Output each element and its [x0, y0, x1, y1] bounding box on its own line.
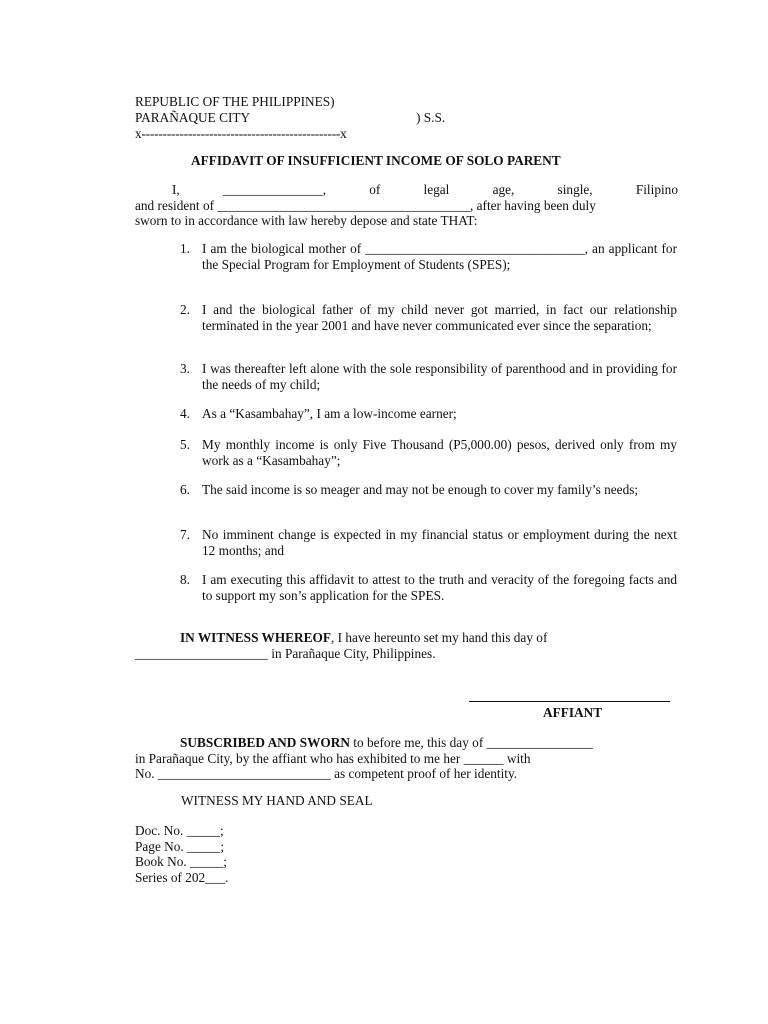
jurat-rest: to before me, this day of ________________: [349, 735, 593, 750]
intro-text: sworn to in accordance with law hereby depose and state THAT:: [135, 213, 478, 228]
notarial-register: [135, 823, 228, 885]
witness-line-1: [135, 630, 678, 646]
intro-paragraph: [135, 182, 678, 229]
jurat-bold: SUBSCRIBED AND SWORN: [180, 735, 350, 750]
item-number: 4.: [180, 406, 190, 421]
list-item: [180, 572, 677, 603]
item-number: 1.: [180, 241, 190, 256]
witness-paragraph: [135, 630, 678, 661]
item-text: I was thereafter left alone with the sole responsibility of parenthood and in providing for the needs of my child;: [202, 361, 677, 392]
intro-word: Filipino: [635, 182, 678, 197]
intro-line-3: [135, 213, 678, 229]
intro-line-2: [135, 198, 678, 214]
document-title: AFFIDAVIT OF INSUFFICIENT INCOME OF SOLO PARENT: [191, 153, 561, 168]
item-number: 6.: [180, 482, 190, 497]
signature-line: [469, 701, 670, 702]
series-of: Series of 202___.: [135, 869, 229, 885]
caption-city: PARAÑAQUE CITY: [135, 110, 251, 125]
list-item: [180, 527, 677, 558]
page-no: Page No. _____;: [135, 838, 225, 854]
intro-text: and resident of ______________________________________, after having been duly: [135, 197, 596, 213]
list-item: [180, 241, 677, 272]
name-blank: _______________,: [222, 182, 327, 197]
item-text: I am executing this affidavit to attest to the truth and veracity of the foregoing facts and to support my son’s application for the SPES.: [202, 572, 677, 603]
witness-line-2: [135, 646, 678, 662]
jurat-text: No. __________________________ as competent proof of her identity.: [135, 766, 518, 781]
list-item: [180, 302, 677, 333]
witness-rest: , I have hereunto set my hand this day of: [331, 630, 548, 645]
jurat-line-1: [135, 735, 678, 751]
list-item: [180, 482, 677, 498]
caption-x-line: x-----------------------------------------------x: [135, 126, 347, 141]
intro-word: I,: [172, 182, 180, 197]
item-number: 8.: [180, 572, 190, 587]
item-text: The said income is so meager and may not be enough to cover my family’s needs;: [202, 482, 639, 497]
caption-ss: ) S.S.: [416, 110, 446, 125]
jurat-line-3: [135, 766, 678, 782]
item-text: My monthly income is only Five Thousand (P5,000.00) pesos, derived only from my work as a “Kasambahay”;: [202, 437, 677, 468]
intro-word: of: [369, 182, 381, 197]
affiant-label: AFFIANT: [543, 705, 603, 720]
jurat-line-2: [135, 751, 678, 767]
witness-bold: IN WITNESS WHEREOF: [180, 630, 331, 645]
intro-word: legal: [423, 182, 450, 197]
intro-word: single,: [557, 182, 593, 197]
witness-hand-seal: WITNESS MY HAND AND SEAL: [181, 793, 373, 808]
item-number: 3.: [180, 361, 190, 376]
book-no: Book No. _____;: [135, 854, 227, 869]
doc-no: Doc. No. _____;: [135, 823, 224, 838]
list-item: [180, 406, 677, 422]
intro-word: age,: [492, 182, 515, 197]
jurat-lead: [180, 735, 593, 751]
item-number: 2.: [180, 302, 190, 317]
caption-republic: REPUBLIC OF THE PHILIPPINES): [135, 94, 335, 109]
item-text: No imminent change is expected in my financial status or employment during the next 12 months; and: [202, 527, 677, 558]
witness-text: ____________________ in Parañaque City, Philippines.: [135, 645, 436, 661]
witness-lead: [180, 630, 547, 646]
item-text: I and the biological father of my child never got married, in fact our relationship terminated in the year 2001 and have never communicated ever since the separation;: [202, 302, 677, 333]
jurat-paragraph: [135, 735, 678, 782]
item-number: 7.: [180, 527, 190, 542]
list-item: [180, 361, 677, 392]
item-number: 5.: [180, 437, 190, 452]
jurat-text: in Parañaque City, by the affiant who has exhibited to me her ______ with: [135, 750, 531, 766]
intro-line-1: [135, 182, 678, 198]
item-text: As a “Kasambahay”, I am a low-income earner;: [202, 406, 457, 421]
item-text: I am the biological mother of _________________________________, an applicant for the Special Program for Employment of Students (SPES);: [202, 241, 677, 272]
list-item: [180, 437, 677, 468]
